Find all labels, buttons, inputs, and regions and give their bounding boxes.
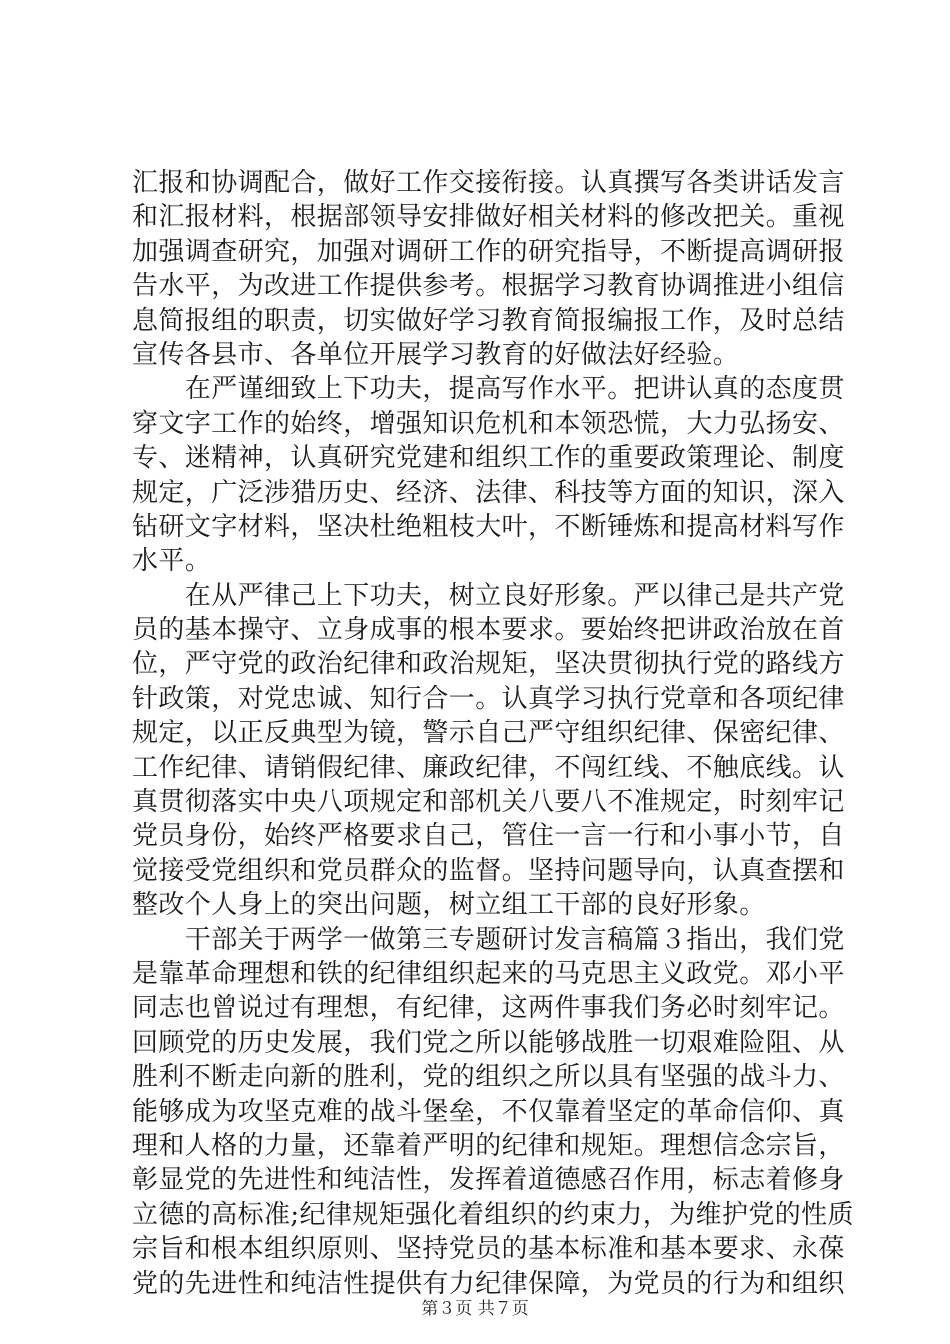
page-footer: 第３页 共７页 [421, 1299, 529, 1319]
text-line: 专、迷精神，认真研究党建和组织工作的重要政策理论、制度 [132, 443, 845, 474]
text-line: 针政策，对党忠诚、知行合一。认真学习执行党章和各项纪律 [132, 683, 845, 714]
text-line: 觉接受党组织和党员群众的监督。坚持问题导向，认真查摆和 [132, 855, 845, 886]
text-line: 加强调查研究，加强对调研工作的研究指导，不断提高调研报 [132, 236, 845, 267]
text-line: 宗旨和根本组织原则、坚持党员的基本标准和基本要求、永葆 [132, 1234, 845, 1265]
text-line: 党的先进性和纯洁性提供有力纪律保障，为党员的行为和组织 [132, 1268, 845, 1299]
text-line: 在严谨细致上下功夫，提高写作水平。把讲认真的态度贯 [132, 374, 845, 405]
text-line: 位，严守党的政治纪律和政治规矩，坚决贯彻执行党的路线方 [132, 649, 845, 680]
text-line: 干部关于两学一做第三专题研讨发言稿篇３指出，我们党 [132, 924, 845, 955]
text-line: 真贯彻落实中央八项规定和部机关八要八不准规定，时刻牢记 [132, 787, 845, 818]
text-line: 规定，以正反典型为镜，警示自己严守组织纪律、保密纪律、 [132, 718, 845, 749]
text-line: 胜利不断走向新的胜利，党的组织之所以具有坚强的战斗力、 [132, 1062, 845, 1093]
text-line: 工作纪律、请销假纪律、廉政纪律，不闯红线、不触底线。认 [132, 752, 845, 783]
text-line: 员的基本操守、立身成事的根本要求。要始终把讲政治放在首 [132, 615, 845, 646]
text-line: 息简报组的职责，切实做好学习教育简报编报工作，及时总结 [132, 305, 845, 336]
text-line: 在从严律己上下功夫，树立良好形象。严以律己是共产党 [132, 580, 845, 611]
text-line: 告水平，为改进工作提供参考。根据学习教育协调推进小组信 [132, 271, 845, 302]
text-line: 党员身份，始终严格要求自己，管住一言一行和小事小节，自 [132, 821, 845, 852]
text-line: 汇报和协调配合，做好工作交接衔接。认真撰写各类讲话发言 [132, 168, 845, 198]
text-line: 整改个人身上的突出问题，树立组工干部的良好形象。 [132, 890, 766, 921]
text-line: 宣传各县市、各单位开展学习教育的好做法好经验。 [132, 339, 740, 370]
text-line: 理和人格的力量，还靠着严明的纪律和规矩。理想信念宗旨， [132, 1130, 845, 1161]
text-line: 穿文字工作的始终，增强知识危机和本领恐慌，大力弘扬安、 [132, 408, 845, 439]
text-line: 回顾党的历史发展，我们党之所以能够战胜一切艰难险阻、从 [132, 1027, 845, 1058]
text-line: 水平。 [132, 546, 212, 577]
text-line: 规定，广泛涉猎历史、经济、法律、科技等方面的知识，深入 [132, 477, 845, 508]
text-line: 同志也曾说过有理想，有纪律，这两件事我们务必时刻牢记。 [132, 993, 845, 1024]
text-line: 钻研文字材料，坚决杜绝粗枝大叶，不断锤炼和提高材料写作 [132, 511, 845, 542]
text-line: 是靠革命理想和铁的纪律组织起来的马克思主义政党。邓小平 [132, 958, 845, 989]
text-line: 能够成为攻坚克难的战斗堡垒，不仅靠着坚定的革命信仰、真 [132, 1096, 845, 1127]
text-line: 立德的高标准;纪律规矩强化着组织的约束力，为维护党的性质 [132, 1199, 854, 1230]
text-line: 彰显党的先进性和纯洁性，发挥着道德感召作用，标志着修身 [132, 1165, 845, 1196]
document-body [132, 166, 854, 1301]
text-line: 和汇报材料，根据部领导安排做好相关材料的修改把关。重视 [132, 202, 845, 233]
